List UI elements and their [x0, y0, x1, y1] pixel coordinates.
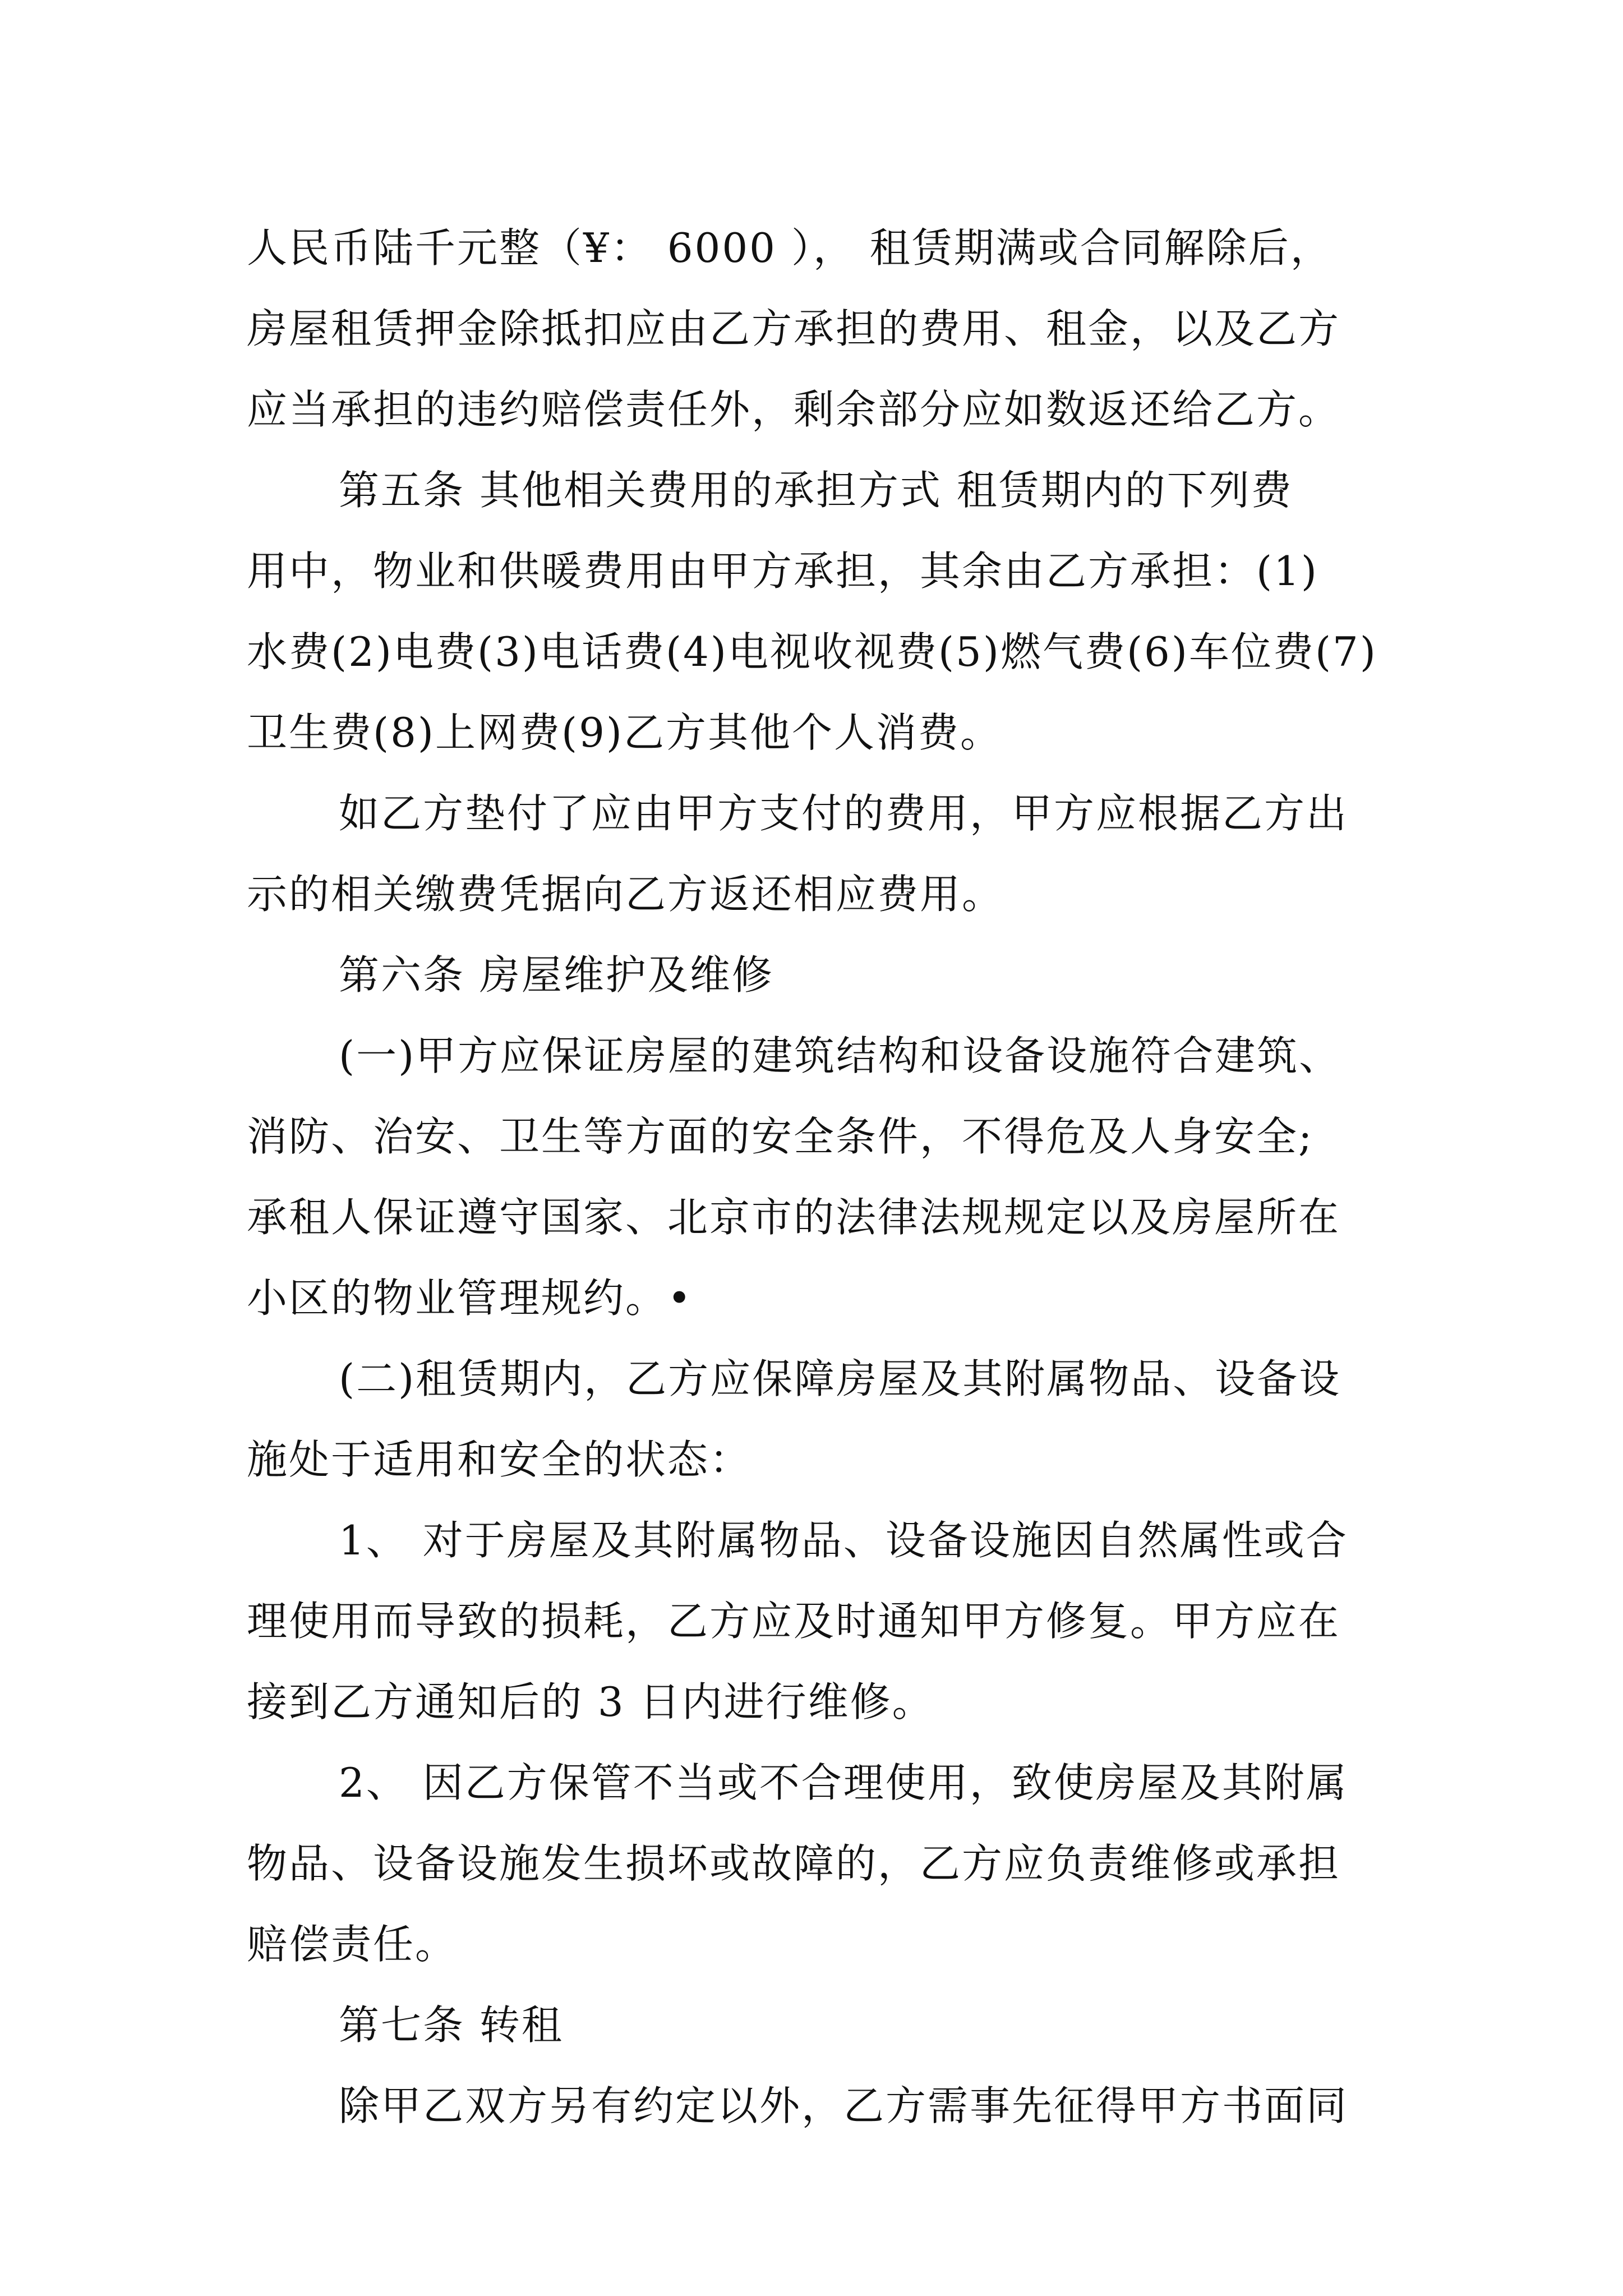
text-line-7: 卫生费(8)上网费(9)乙方其他个人消费。 — [247, 709, 1002, 756]
article-7-heading: 第七条 转租 — [339, 2001, 564, 2049]
text-line-15: (二)租赁期内，乙方应保障房屋及其附属物品、设备设 — [339, 1355, 1341, 1402]
text-line-5: 用中，物业和供暖费用由甲方承担，其余由乙方承担：(1) — [247, 547, 1318, 595]
text-line-8: 如乙方垫付了应由甲方支付的费用，甲方应根据乙方出 — [339, 790, 1349, 837]
text-line-6: 水费(2)电费(3)电话费(4)电视收视费(5)燃气费(6)车位费(7) — [247, 628, 1377, 675]
text-line-12: 消防、治安、卫生等方面的安全条件，不得危及人身安全; — [247, 1113, 1314, 1160]
text-line-16: 施处于适用和安全的状态： — [247, 1436, 752, 1483]
article-6-heading: 第六条 房屋维护及维修 — [339, 951, 774, 999]
text-line-13: 承租人保证遵守国家、北京市的法律法规规定以及房屋所在 — [247, 1194, 1341, 1241]
text-line-22: 赔偿责任。 — [247, 1921, 458, 1968]
text-line-20: 2、 因乙方保管不当或不合理使用，致使房屋及其附属 — [339, 1759, 1348, 1806]
text-line-19: 接到乙方通知后的 3 日内进行维修。 — [247, 1678, 934, 1726]
text-line-21: 物品、设备设施发生损坏或故障的，乙方应负责维修或承担 — [247, 1840, 1341, 1887]
text-line-14: 小区的物业管理规约。• — [247, 1274, 693, 1322]
text-line-3: 应当承担的违约赔偿责任外，剩余部分应如数返还给乙方。 — [247, 386, 1341, 433]
contract-text-body — [247, 208, 1424, 2146]
article-5-heading-line: 第五条 其他相关费用的承担方式 租赁期内的下列费 — [339, 467, 1293, 514]
text-line-11: (一)甲方应保证房屋的建筑结构和设备设施符合建筑、 — [339, 1032, 1341, 1079]
text-line-9: 示的相关缴费凭据向乙方返还相应费用。 — [247, 871, 1004, 918]
text-line-17: 1、 对于房屋及其附属物品、设备设施因自然属性或合 — [339, 1517, 1348, 1564]
text-line-24: 除甲乙双方另有约定以外，乙方需事先征得甲方书面同 — [339, 2082, 1349, 2129]
text-line-18: 理使用而导致的损耗，乙方应及时通知甲方修复。甲方应在 — [247, 1598, 1341, 1645]
text-line-1: 人民币陆千元整（¥： 6000 ）， 租赁期满或合同解除后， — [247, 224, 1332, 272]
text-line-2: 房屋租赁押金除抵扣应由乙方承担的费用、租金，以及乙方 — [247, 305, 1341, 352]
